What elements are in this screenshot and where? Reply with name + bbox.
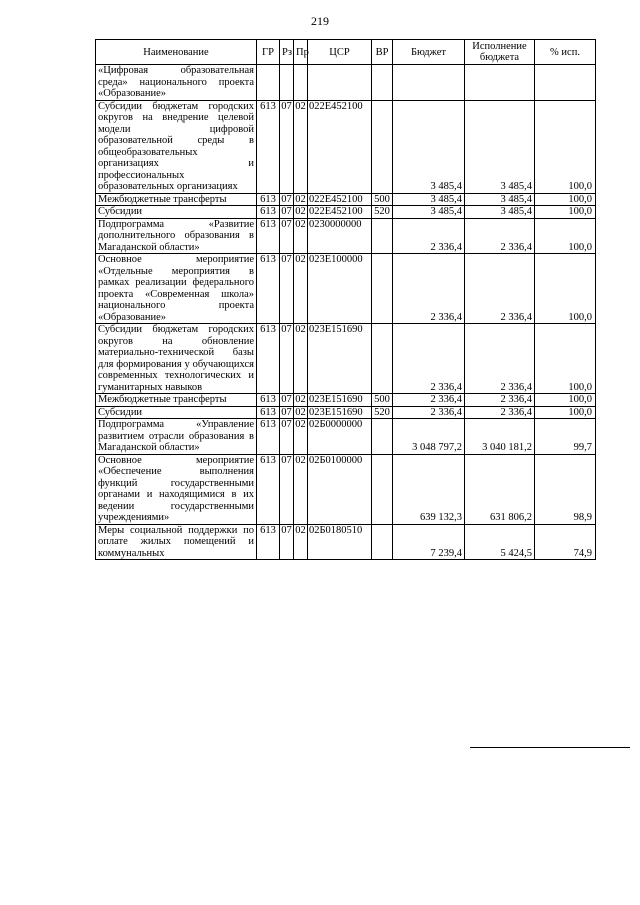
cell-rz: 07 (280, 324, 294, 394)
cell-execution (465, 65, 535, 101)
table-row (96, 419, 596, 455)
cell-budget: 3 485,4 (393, 100, 465, 193)
cell-gr (257, 65, 280, 101)
cell-gr: 613 (257, 394, 280, 407)
cell-vr (372, 524, 393, 560)
cell-vr: 500 (372, 193, 393, 206)
cell-name: Субсидии бюджетам городских округов на внедрение целевой модели цифровой образовательной среды в общеобразовательных организациях и профессиональных образовательных организациях (96, 100, 257, 193)
cell-csr: 0230000000 (308, 218, 372, 254)
table-body (96, 65, 596, 560)
cell-execution: 3 485,4 (465, 206, 535, 219)
table-row (96, 324, 596, 394)
cell-percent: 100,0 (535, 324, 596, 394)
cell-pr: 02 (295, 193, 306, 205)
cell-budget: 3 048 797,2 (393, 419, 465, 455)
cell-vr (372, 454, 393, 524)
cell-csr: 022E452100 (308, 100, 372, 193)
cell-name: Субсидии (96, 206, 257, 219)
cell-execution: 2 336,4 (465, 218, 535, 254)
cell-pr: 02 (294, 454, 308, 524)
cell-rz: 07 (280, 254, 294, 324)
cell-budget: 2 336,4 (393, 324, 465, 394)
header-rz: Рз (280, 40, 294, 65)
cell-name: Меры социальной поддержки по оплате жилых помещений и коммунальных (96, 524, 257, 560)
cell-pr: 02 (295, 406, 306, 418)
cell-rz: 07 (281, 394, 292, 405)
cell-percent: 100,0 (535, 193, 596, 206)
cell-pr: 02 (294, 218, 308, 254)
header-vr: ВР (372, 40, 393, 65)
cell-name: Подпрограмма «Развитие дополнительного образования в Магаданской области» (96, 218, 257, 254)
cell-vr (372, 254, 393, 324)
header-budget: Бюджет (393, 40, 465, 65)
cell-pr: 02 (294, 419, 308, 455)
cell-csr: 02Б0100000 (308, 454, 372, 524)
cell-execution: 3 485,4 (465, 100, 535, 193)
cell-rz: 07 (281, 193, 292, 205)
cell-gr: 613 (257, 454, 280, 524)
header-gr: ГР (257, 40, 280, 65)
cell-percent: 99,7 (535, 419, 596, 455)
page-number: 219 (311, 14, 329, 28)
table-row (96, 454, 596, 524)
cell-vr (372, 324, 393, 394)
header-execution: Исполнение бюджета (465, 40, 535, 65)
cell-budget: 2 336,4 (393, 394, 465, 407)
cell-gr: 613 (257, 406, 280, 419)
cell-percent: 100,0 (535, 406, 596, 419)
cell-vr (372, 419, 393, 455)
cell-budget: 2 336,4 (393, 218, 465, 254)
cell-pr: 02 (294, 100, 308, 193)
cell-rz: 07 (280, 419, 294, 455)
header-name: Наименование (96, 40, 257, 65)
cell-vr (372, 100, 393, 193)
cell-gr: 613 (257, 206, 280, 219)
cell-gr: 613 (257, 193, 280, 206)
cell-gr: 613 (257, 419, 280, 455)
cell-gr: 613 (257, 254, 280, 324)
cell-budget: 2 336,4 (393, 254, 465, 324)
cell-execution: 3 485,4 (465, 193, 535, 206)
cell-csr: 02Б0180510 (308, 524, 372, 560)
cell-vr (372, 218, 393, 254)
cell-pr: 02 (295, 206, 306, 217)
cell-csr: 023E151690 (308, 406, 372, 419)
cell-percent (535, 65, 596, 101)
cell-execution: 631 806,2 (465, 454, 535, 524)
cell-csr: 023E100000 (308, 254, 372, 324)
cell-name: Подпрограмма «Управление развитием отрасли образования в Магаданской области» (96, 419, 257, 455)
cell-csr (308, 65, 372, 101)
cell-pr: 02 (294, 254, 308, 324)
cell-budget (393, 65, 465, 101)
cell-name: Субсидии бюджетам городских округов на обновление материально-технической базы для формирования у обучающихся современных технологических и гуманитарных навыков (96, 324, 257, 394)
table-row (96, 524, 596, 560)
cell-gr: 613 (257, 324, 280, 394)
cell-name: Основное мероприятие «Обеспечение выполнения функций государственными органами и находящимися в их ведении государственными учреждениями» (96, 454, 257, 524)
cell-pr: 02 (294, 324, 308, 394)
cell-gr: 613 (257, 100, 280, 193)
cell-percent: 100,0 (535, 254, 596, 324)
cell-percent: 100,0 (535, 100, 596, 193)
cell-rz: 07 (280, 100, 294, 193)
cell-budget: 2 336,4 (393, 406, 465, 419)
table-row (96, 206, 596, 219)
table-row (96, 406, 596, 419)
cell-percent: 74,9 (535, 524, 596, 560)
cell-name: Основное мероприятие «Отдельные мероприятия в рамках реализации федерального проекта «Современная школа» национального проекта «Образование» (96, 254, 257, 324)
cell-gr: 613 (257, 218, 280, 254)
cell-budget: 7 239,4 (393, 524, 465, 560)
cell-vr: 520 (372, 406, 393, 419)
cell-pr: 02 (294, 524, 308, 560)
cell-budget: 3 485,4 (393, 206, 465, 219)
cell-budget: 639 132,3 (393, 454, 465, 524)
cell-csr: 023E151690 (308, 324, 372, 394)
cell-vr (372, 65, 393, 101)
cell-execution: 3 040 181,2 (465, 419, 535, 455)
cell-csr: 023E151690 (308, 394, 372, 407)
cell-rz (280, 65, 294, 101)
cell-gr: 613 (257, 524, 280, 560)
cell-csr: 02Б0000000 (308, 419, 372, 455)
cell-percent: 100,0 (535, 218, 596, 254)
cell-budget: 3 485,4 (393, 193, 465, 206)
cell-execution: 5 424,5 (465, 524, 535, 560)
cell-percent: 100,0 (535, 206, 596, 219)
cell-csr: 022E452100 (308, 193, 372, 206)
cell-name: «Цифровая образовательная среда» национального проекта «Образование» (96, 65, 257, 101)
cell-vr: 520 (372, 206, 393, 219)
cell-percent: 100,0 (535, 394, 596, 407)
cell-name: Субсидии (96, 406, 257, 419)
cell-pr (294, 65, 308, 101)
bottom-rule (470, 747, 630, 748)
table-row (96, 100, 596, 193)
table-header-row (96, 40, 596, 65)
cell-rz: 07 (280, 218, 294, 254)
cell-csr: 022E452100 (308, 206, 372, 219)
table-row (96, 394, 596, 407)
header-pr: Пр (294, 40, 308, 65)
table-row (96, 65, 596, 101)
cell-rz: 07 (280, 524, 294, 560)
table-row (96, 254, 596, 324)
cell-percent: 98,9 (535, 454, 596, 524)
cell-vr: 500 (372, 394, 393, 407)
cell-execution: 2 336,4 (465, 254, 535, 324)
cell-rz: 07 (281, 206, 292, 217)
cell-execution: 2 336,4 (465, 324, 535, 394)
table-row (96, 218, 596, 254)
cell-rz: 07 (281, 406, 292, 418)
header-csr: ЦСР (308, 40, 372, 65)
cell-execution: 2 336,4 (465, 394, 535, 407)
cell-execution: 2 336,4 (465, 406, 535, 419)
cell-rz: 07 (280, 454, 294, 524)
cell-name: Межбюджетные трансферты (96, 394, 257, 407)
budget-table (95, 39, 596, 560)
header-percent: % исп. (535, 40, 596, 65)
cell-name: Межбюджетные трансферты (96, 193, 257, 206)
cell-pr: 02 (295, 394, 306, 405)
table-row (96, 193, 596, 206)
